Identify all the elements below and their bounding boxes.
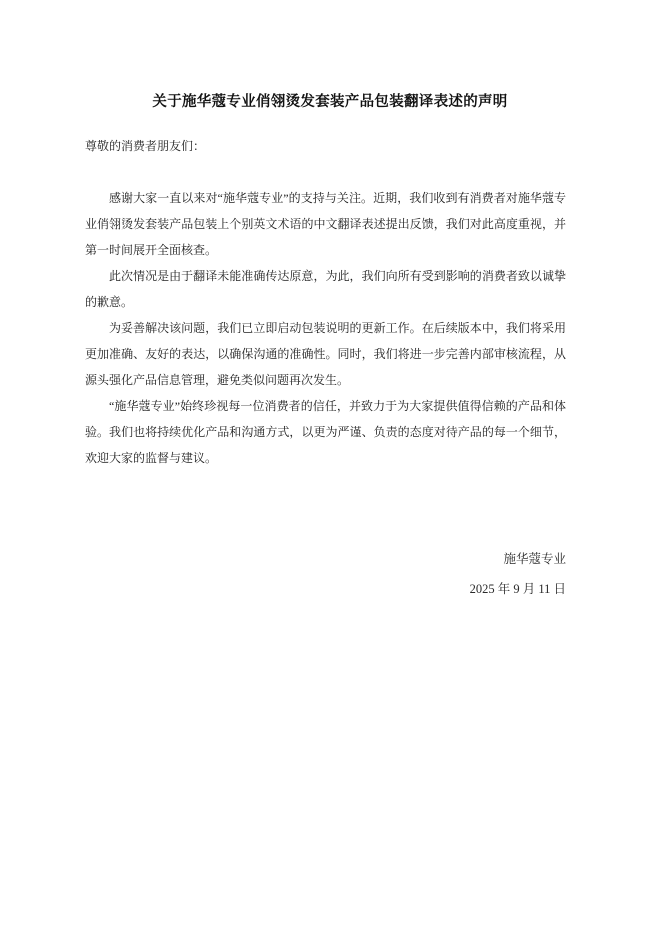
body-paragraph-3: 为妥善解决该问题，我们已立即启动包装说明的更新工作。在后续版本中，我们将采用更加准确、友好的表达，以确保沟通的准确性。同时，我们将进一步完善内部审核流程，从源头强化产品信息管理，避免类似问题再次发生。 (85, 321, 566, 387)
closing-block (85, 546, 566, 602)
document-title: 关于施华蔻专业俏翎烫发套装产品包装翻译表述的声明 (152, 93, 508, 110)
body-paragraph-1: 感谢大家一直以来对“施华蔻专业”的支持与关注。近期，我们收到有消费者对施华蔻专业俏翎烫发套装产品包装上个别英文术语的中文翻译表述提出反馈，我们对此高度重视，并第一时间展开全面核查。 (85, 191, 566, 257)
body-paragraph-4: “施华蔻专业”始终珍视每一位消费者的信任，并致力于为大家提供值得信赖的产品和体验。我们也将持续优化产品和沟通方式，以更为严谨、负责的态度对待产品的每一个细节，欢迎大家的监督与建议。 (85, 399, 566, 465)
salutation: 尊敬的消费者朋友们： (85, 139, 206, 153)
signature: 施华蔻专业 (503, 552, 566, 566)
date: 2025 年 9 月 11 日 (469, 582, 566, 596)
document-body (85, 133, 566, 471)
body-paragraph-2: 此次情况是由于翻译未能准确传达原意，为此，我们向所有受到影响的消费者致以诚挚的歉意。 (85, 269, 566, 309)
